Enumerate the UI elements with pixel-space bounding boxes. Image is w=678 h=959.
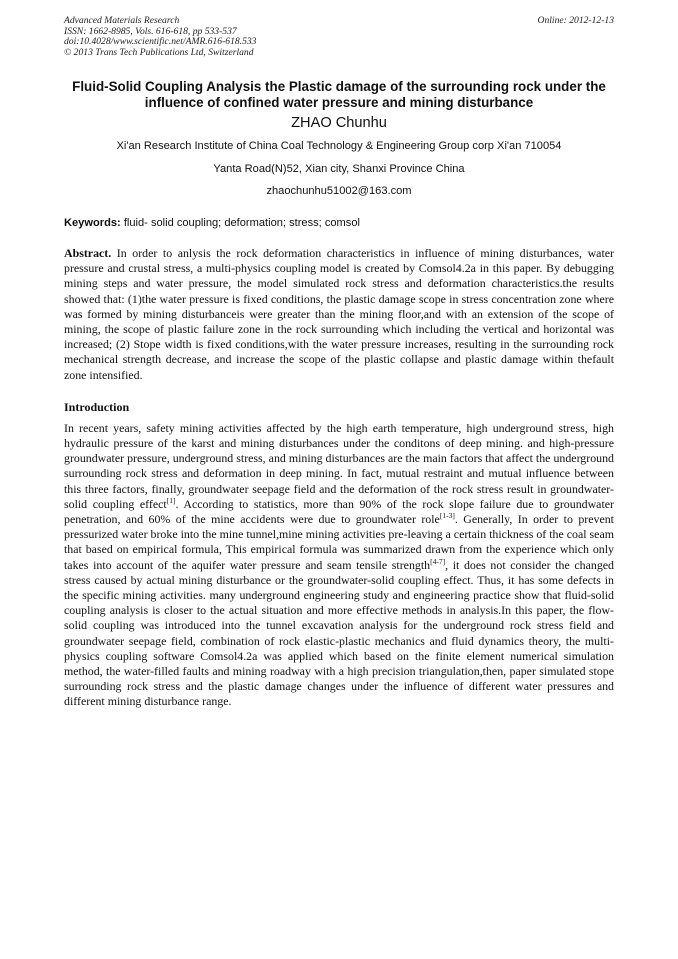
affiliation-line-1: Xi'an Research Institute of China Coal Technology & Engineering Group corp Xi'an 710054 (116, 140, 562, 152)
intro-text-part-2: . According to statistics, more than 90% of the rock slope failure due to groundwater penetration, and 60% of the mine accidents were due to groundwater role (64, 496, 614, 527)
introduction-paragraph (64, 421, 614, 710)
issn-line: ISSN: 1662-8985, Vols. 616-618, pp 533-537 (64, 25, 237, 37)
abstract-label: Abstract. (64, 246, 112, 260)
keywords (64, 216, 614, 230)
keywords-label: Keywords: (64, 217, 121, 229)
publication-header (64, 16, 614, 58)
intro-text-part-4: , it does not consider the changed stress caused by actual mining disturbance or the groundwater-solid coupling effect. Thus, it has some defects in the specific mining activities. many underground engineering study and engineering practice show that fluid-solid coupling analysis is closer to the actual situation and more effective methods in analysis.In this paper, the flow-solid coupling was introduced into the tunnel excavation analysis for the underground rock stress field and groundwater seepage field, combination of rock elastic-plastic mechanics and fluid dynamics theory, the multi-physics coupling software Comsol4.2a was applied which based on the finite element numerical simulation method, the water-filled faults and mining roadway with a high precision triangulation,then, paper simulated stope surrounding rock stress and the plastic damage changes under the influence of different water pressures and different mining disturbance range. (64, 557, 614, 709)
intro-text-part-3: . Generally, In order to prevent pressurized water broke into the mine tunnel,mine mining activities pre-leaving a certain thickness of the coal seam that based on empirical formula, This empirical formula was summarized drawn from the experience which only takes into account of the aquifer water pressure and seam tensile strength (64, 512, 614, 572)
paper-title: Fluid-Solid Coupling Analysis the Plastic damage of the surrounding rock under the influence of confined water pressure and mining disturbance (72, 79, 606, 110)
citation-ref-1-3: [1-3] (439, 511, 455, 521)
copyright-line: © 2013 Trans Tech Publications Ltd, Switzerland (64, 46, 254, 58)
doi-line: doi:10.4028/www.scientific.net/AMR.616-618.533 (64, 36, 257, 47)
journal-name: Advanced Materials Research (64, 15, 180, 26)
affiliation-line-2: Yanta Road(N)52, Xian city, Shanxi Province China (213, 163, 465, 175)
citation-ref-4-7: [4-7] (430, 556, 446, 566)
online-date: Online: 2012-12-13 (537, 15, 614, 26)
section-heading-introduction: Introduction (64, 399, 130, 414)
author-name: ZHAO Chunhu (291, 115, 387, 131)
citation-ref-1: [1] (166, 495, 176, 505)
abstract-text: In order to anlysis the rock deformation characteristics in influence of mining disturbances, water pressure and crustal stress, a multi-physics coupling model is created by Comsol4.2a in this paper. By debugging mining steps and water pressure, the model simulated rock stress and deformation characteristics.the results showed that: (1)the water pressure is fixed conditions, the plastic damage scope in stress concentration zone where was formed by mining disturbanceis were greater than the mining floor,and with an extension of the scope of mining, the scope of plastic failure zone in the rock surrounding which including the vertical and horizontal was increased; (2) Stope width is fixed conditions,with the water pressure increases, resulting in the surrounding rock mechanical strength decrease, and increase the scope of the plastic collapse and plastic damage within thefault zone intensified. (64, 246, 614, 382)
keywords-text: fluid- solid coupling; deformation; stress; comsol (123, 217, 360, 229)
author-email: zhaochunhu51002@163.com (266, 185, 412, 197)
publication-info (64, 16, 256, 58)
intro-text-part-1: In recent years, safety mining activities affected by the high earth temperature, high underground stress, high hydraulic pressure of the karst and mining disturbances under the conditons of deep mining. and high-pressure groundwater pressure, underground stress, and mining disturbances are the main factors that affect the underground surrounding rock stress and deformation in deep mining. In fact, mutual restraint and mutual influence between this three factors, finally, groundwater seepage field and the deformation of the rock stress result in groundwater-solid coupling effect (64, 420, 614, 511)
abstract (64, 246, 614, 383)
